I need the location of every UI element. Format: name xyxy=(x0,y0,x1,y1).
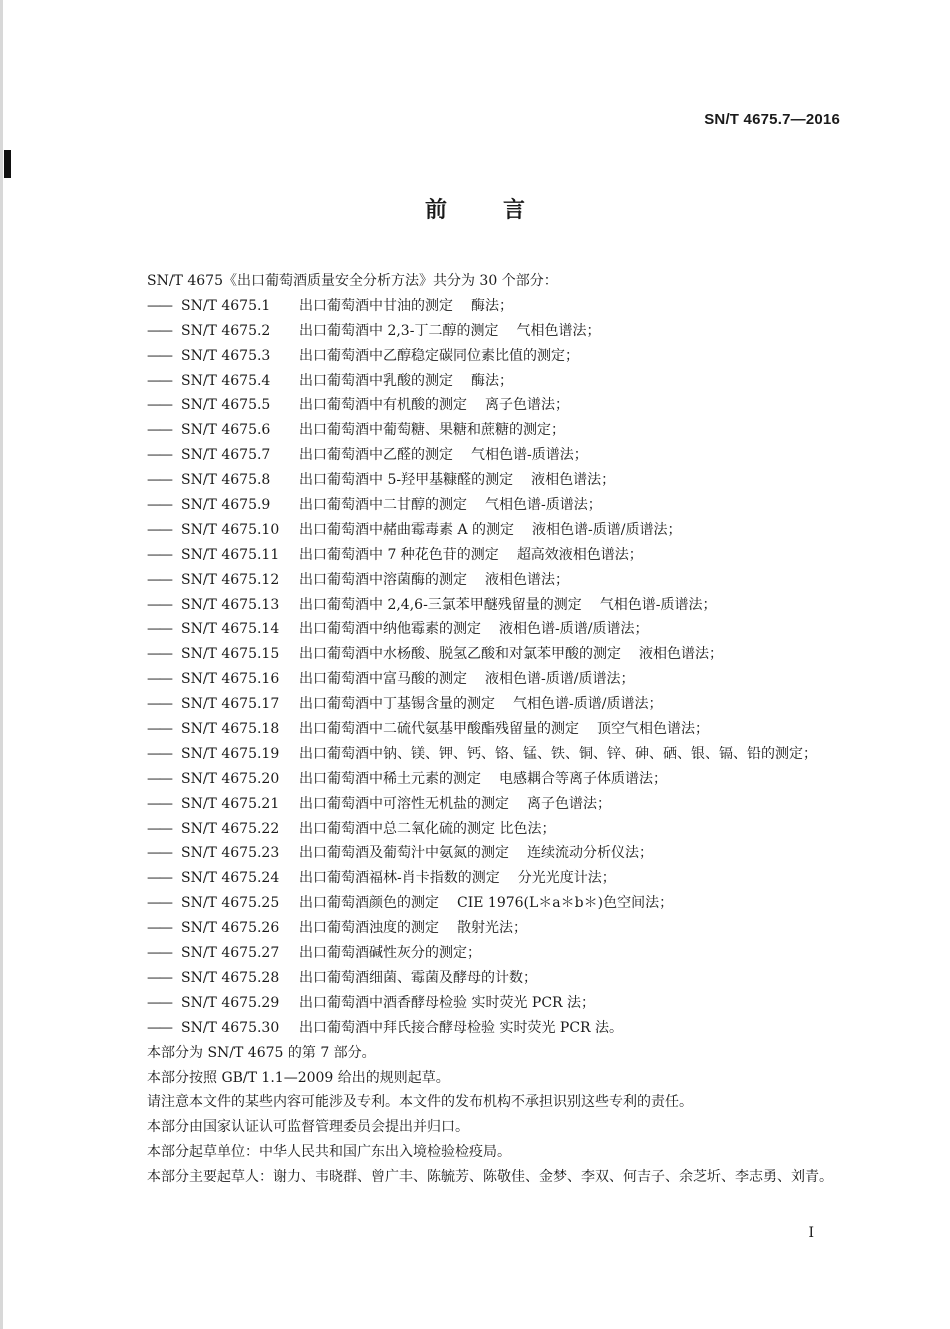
list-dash: —— xyxy=(147,521,171,538)
list-dash: —— xyxy=(147,920,171,937)
part-method: CIE 1976(L＊a＊b＊)色空间法； xyxy=(457,895,674,912)
list-dash: —— xyxy=(147,820,171,837)
list-dash: —— xyxy=(147,845,171,862)
part-list-item xyxy=(147,443,867,468)
list-dash: —— xyxy=(147,945,171,962)
part-method: 离子色谱法； xyxy=(485,397,569,414)
part-code: SN/T 4675.24 xyxy=(181,870,280,887)
part-list-item xyxy=(147,393,867,418)
part-name: 出口葡萄酒福林-肖卡指数的测定 xyxy=(299,870,500,887)
part-list-item xyxy=(147,1016,867,1041)
list-dash: —— xyxy=(147,671,171,688)
part-method: 顶空气相色谱法； xyxy=(597,721,709,738)
part-name: 出口葡萄酒中富马酸的测定 xyxy=(299,671,467,688)
part-name: 出口葡萄酒中稀土元素的测定 xyxy=(299,770,481,787)
part-name: 出口葡萄酒颜色的测定 xyxy=(299,895,439,912)
part-list-item xyxy=(147,568,867,593)
part-method: 液相色谱法； xyxy=(485,571,569,588)
part-name: 出口葡萄酒及葡萄汁中氨氮的测定 xyxy=(299,845,509,862)
part-list-item xyxy=(147,941,867,966)
part-name: 出口葡萄酒中有机酸的测定 xyxy=(299,397,467,414)
part-code: SN/T 4675.5 xyxy=(181,397,271,414)
scan-binding-mark xyxy=(4,150,11,178)
part-name: 出口葡萄酒中乳酸的测定 xyxy=(299,372,453,389)
part-code: SN/T 4675.15 xyxy=(181,646,280,663)
part-code: SN/T 4675.3 xyxy=(181,347,271,364)
part-code: SN/T 4675.29 xyxy=(181,994,280,1011)
part-method: 液相色谱-质谱/质谱法； xyxy=(485,671,635,688)
part-name: 出口葡萄酒中拜氏接合酵母检验 实时荧光 PCR 法。 xyxy=(299,1019,624,1036)
part-name: 出口葡萄酒中可溶性无机盐的测定 xyxy=(299,795,509,812)
list-dash: —— xyxy=(147,696,171,713)
part-method: 散射光法； xyxy=(457,920,527,937)
part-code: SN/T 4675.25 xyxy=(181,895,280,912)
statement-paragraph: 本部分主要起草人：谢力、韦晓群、曾广丰、陈毓芳、陈敬佳、金梦、李双、何吉子、余芝圻、李志勇、刘青。 xyxy=(147,1169,833,1186)
part-name: 出口葡萄酒中 5-羟甲基糠醛的测定 xyxy=(299,472,514,489)
part-name: 出口葡萄酒中水杨酸、脱氢乙酸和对氯苯甲酸的测定 xyxy=(299,646,621,663)
part-list-item xyxy=(147,692,867,717)
list-dash: —— xyxy=(147,1019,171,1036)
part-list-item xyxy=(147,717,867,742)
part-code: SN/T 4675.18 xyxy=(181,721,280,738)
statement-paragraph: 本部分由国家认证认可监督管理委员会提出并归口。 xyxy=(147,1119,469,1136)
part-code: SN/T 4675.11 xyxy=(181,546,280,563)
part-name: 出口葡萄酒中钠、镁、钾、钙、铬、锰、铁、铜、锌、砷、硒、银、镉、铅的测定； xyxy=(299,745,817,762)
part-name: 出口葡萄酒中 2,3-丁二醇的测定 xyxy=(299,322,499,339)
part-list-item xyxy=(147,866,867,891)
list-dash: —— xyxy=(147,621,171,638)
list-dash: —— xyxy=(147,646,171,663)
list-dash: —— xyxy=(147,770,171,787)
part-list-item xyxy=(147,344,867,369)
statement-paragraph: 请注意本文件的某些内容可能涉及专利。本文件的发布机构不承担识别这些专利的责任。 xyxy=(147,1094,693,1111)
part-method: 液相色谱-质谱/质谱法； xyxy=(532,521,682,538)
list-dash: —— xyxy=(147,372,171,389)
part-list-item xyxy=(147,792,867,817)
part-name: 出口葡萄酒中总二氧化硫的测定 比色法； xyxy=(299,820,556,837)
list-dash: —— xyxy=(147,447,171,464)
part-name: 出口葡萄酒细菌、霉菌及酵母的计数； xyxy=(299,969,537,986)
intro-paragraph: SN/T 4675《出口葡萄酒质量安全分析方法》共分为 30 个部分： xyxy=(147,273,558,289)
part-method: 超高效液相色谱法； xyxy=(516,546,643,563)
part-list-item xyxy=(147,369,867,394)
part-method: 分光光度计法； xyxy=(517,870,616,887)
part-code: SN/T 4675.10 xyxy=(181,521,280,538)
list-dash: —— xyxy=(147,322,171,339)
part-list-item xyxy=(147,617,867,642)
statements-list xyxy=(147,1041,867,1190)
part-list-item xyxy=(147,468,867,493)
part-list-item xyxy=(147,991,867,1016)
part-method: 液相色谱法； xyxy=(531,472,616,489)
list-dash: —— xyxy=(147,721,171,738)
part-method: 连续流动分析仪法； xyxy=(527,845,653,862)
part-name: 出口葡萄酒中 2,4,6-三氯苯甲醚残留量的测定 xyxy=(299,596,582,613)
part-list-item xyxy=(147,966,867,991)
part-code: SN/T 4675.6 xyxy=(181,422,271,439)
list-dash: —— xyxy=(147,969,171,986)
part-code: SN/T 4675.22 xyxy=(181,820,280,837)
part-list-item xyxy=(147,642,867,667)
part-code: SN/T 4675.1 xyxy=(181,297,271,314)
statement-paragraph: 本部分为 SN/T 4675 的第 7 部分。 xyxy=(147,1044,376,1061)
part-list-item xyxy=(147,742,867,767)
part-list-item xyxy=(147,319,867,344)
part-code: SN/T 4675.8 xyxy=(181,472,271,489)
page-number: I xyxy=(808,1225,814,1241)
part-list-item xyxy=(147,418,867,443)
part-code: SN/T 4675.16 xyxy=(181,671,280,688)
part-code: SN/T 4675.27 xyxy=(181,945,280,962)
part-list-item xyxy=(147,767,867,792)
part-method: 液相色谱-质谱/质谱法； xyxy=(499,621,649,638)
part-name: 出口葡萄酒中酒香酵母检验 实时荧光 PCR 法； xyxy=(299,994,596,1011)
list-dash: —— xyxy=(147,297,171,314)
part-method: 气相色谱-质谱/质谱法； xyxy=(513,696,663,713)
part-method: 酶法； xyxy=(471,372,513,389)
part-code: SN/T 4675.14 xyxy=(181,621,280,638)
list-dash: —— xyxy=(147,397,171,414)
part-name: 出口葡萄酒中葡萄糖、果糖和蔗糖的测定； xyxy=(299,422,565,439)
part-method: 电感耦合等离子体质谱法； xyxy=(499,770,667,787)
part-list-item xyxy=(147,817,867,842)
part-name: 出口葡萄酒中纳他霉素的测定 xyxy=(299,621,481,638)
part-code: SN/T 4675.17 xyxy=(181,696,280,713)
part-name: 出口葡萄酒中二硫代氨基甲酸酯残留量的测定 xyxy=(299,721,579,738)
part-code: SN/T 4675.7 xyxy=(181,447,271,464)
part-list-item xyxy=(147,841,867,866)
list-dash: —— xyxy=(147,745,171,762)
part-method: 气相色谱-质谱法； xyxy=(599,596,717,613)
document-code: SN/T 4675.7—2016 xyxy=(704,111,840,128)
list-dash: —— xyxy=(147,472,171,489)
part-list-item xyxy=(147,667,867,692)
part-code: SN/T 4675.4 xyxy=(181,372,271,389)
part-name: 出口葡萄酒碱性灰分的测定； xyxy=(299,945,481,962)
list-dash: —— xyxy=(147,347,171,364)
part-code: SN/T 4675.28 xyxy=(181,969,280,986)
part-name: 出口葡萄酒中赭曲霉毒素 A 的测定 xyxy=(299,521,515,538)
part-name: 出口葡萄酒中乙醇稳定碳同位素比值的测定； xyxy=(299,347,579,364)
part-method: 液相色谱法； xyxy=(639,646,723,663)
part-method: 气相色谱法； xyxy=(516,322,601,339)
list-dash: —— xyxy=(147,870,171,887)
part-method: 离子色谱法； xyxy=(527,795,611,812)
part-code: SN/T 4675.30 xyxy=(181,1019,280,1036)
part-list-item xyxy=(147,518,867,543)
part-list-item xyxy=(147,294,867,319)
part-code: SN/T 4675.2 xyxy=(181,322,271,339)
part-name: 出口葡萄酒中甘油的测定 xyxy=(299,297,453,314)
part-method: 气相色谱-质谱法； xyxy=(485,497,602,514)
part-name: 出口葡萄酒中乙醛的测定 xyxy=(299,447,453,464)
part-method: 酶法； xyxy=(471,297,513,314)
part-name: 出口葡萄酒中丁基锡含量的测定 xyxy=(299,696,495,713)
part-name: 出口葡萄酒中溶菌酶的测定 xyxy=(299,571,467,588)
list-dash: —— xyxy=(147,571,171,588)
part-code: SN/T 4675.19 xyxy=(181,745,280,762)
list-dash: —— xyxy=(147,994,171,1011)
list-dash: —— xyxy=(147,596,171,613)
part-code: SN/T 4675.26 xyxy=(181,920,280,937)
part-name: 出口葡萄酒浊度的测定 xyxy=(299,920,439,937)
part-code: SN/T 4675.20 xyxy=(181,770,280,787)
part-list-item xyxy=(147,593,867,618)
part-code: SN/T 4675.23 xyxy=(181,845,280,862)
foreword-body xyxy=(147,269,867,1190)
part-code: SN/T 4675.21 xyxy=(181,795,280,812)
part-name: 出口葡萄酒中 7 种花色苷的测定 xyxy=(299,546,499,563)
statement-paragraph: 本部分起草单位：中华人民共和国广东出入境检验检疫局。 xyxy=(147,1144,511,1161)
part-name: 出口葡萄酒中二甘醇的测定 xyxy=(299,497,467,514)
part-list-item xyxy=(147,493,867,518)
page-title: 前言 xyxy=(424,197,581,223)
list-dash: —— xyxy=(147,795,171,812)
part-method: 气相色谱-质谱法； xyxy=(471,447,588,464)
list-dash: —— xyxy=(147,895,171,912)
part-list-item xyxy=(147,916,867,941)
part-code: SN/T 4675.13 xyxy=(181,596,280,613)
statement-paragraph: 本部分按照 GB/T 1.1—2009 给出的规则起草。 xyxy=(147,1069,450,1086)
list-dash: —— xyxy=(147,497,171,514)
part-list-item xyxy=(147,543,867,568)
list-dash: —— xyxy=(147,546,171,563)
part-code: SN/T 4675.12 xyxy=(181,571,280,588)
parts-list xyxy=(147,294,867,1041)
part-code: SN/T 4675.9 xyxy=(181,497,271,514)
list-dash: —— xyxy=(147,422,171,439)
part-list-item xyxy=(147,891,867,916)
